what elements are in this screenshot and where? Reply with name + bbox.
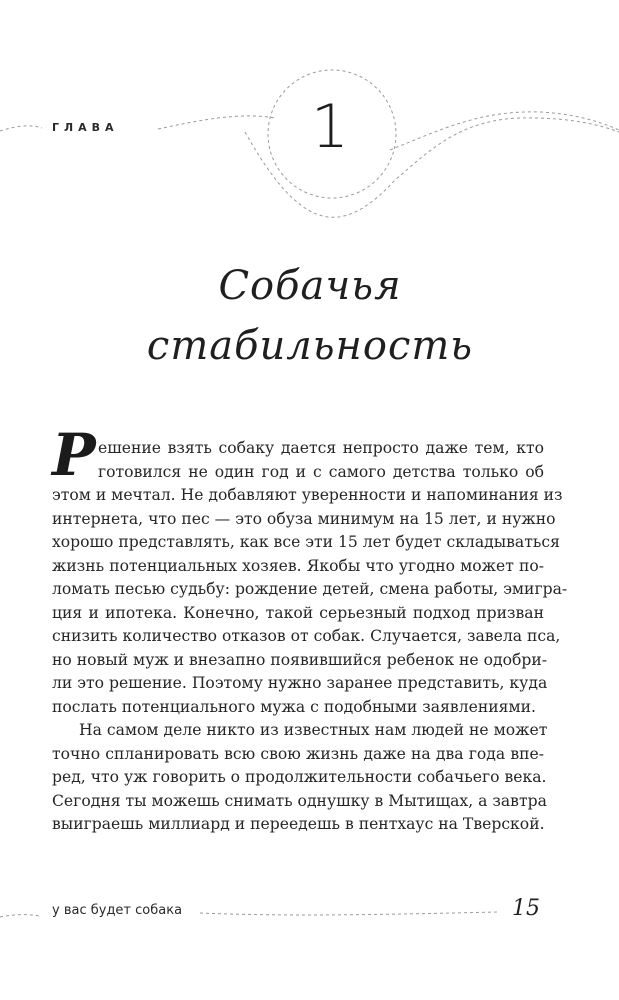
dashed-wave-middle [158,116,275,129]
footer-dashed-left [0,915,40,917]
text-line: интернета, что пес — это обуза минимум на 15 лет, и нужно [52,509,556,528]
page-number: 15 [512,896,540,921]
text-line: жизнь потенциальных хозяев. Якобы что угодно может по- [52,556,544,575]
text-line: На самом деле никто из известных нам людей не может [79,721,548,739]
chapter-number: 1 [310,92,350,162]
drop-cap-letter: Р [52,421,96,489]
text-line: ешение взять собаку дается непросто даже тем, кто [98,439,544,457]
running-footer-title: у вас будет собака [52,903,183,918]
chapter-title-line-2: стабильность [146,323,474,369]
text-line: выиграешь миллиард и переедешь в пентхаус на Тверской. [52,815,545,833]
footer-dashed-middle [200,912,500,915]
text-line: Сегодня ты можешь снимать однушку в Мытищах, а завтра [52,791,547,810]
text-line: ломать песью судьбу: рождение детей, смена работы, эмигра- [52,580,568,598]
text-line: ли это решение. Поэтому нужно заранее представить, куда [52,674,548,692]
chapter-title-line-1: Собачья [218,263,402,309]
text-line: снизить количество отказов от собак. Случается, завела пса, [52,627,561,645]
chapter-label: ГЛАВА [52,121,119,134]
text-line: точно спланировать всю свою жизнь даже на два года впе- [52,744,544,763]
text-line: ред, что уж говорить о продолжительности собачьего века. [52,768,547,786]
text-line: этом и мечтал. Не добавляют уверенности и напоминания из [52,486,563,504]
text-line: готовился не один год и с самого детства только об [98,462,544,481]
text-line: ция и ипотека. Конечно, такой серьезный подход призван [52,603,544,622]
text-line: послать потенциального мужа с подобными заявлениями. [52,697,536,716]
chapter-title [40,256,580,376]
body-text [52,437,568,837]
text-line: но новый муж и внезапно появившийся ребенок не одобри- [52,650,548,669]
dashed-wave-right [390,112,619,150]
text-line: хорошо представлять, как все эти 15 лет будет складываться [52,533,560,551]
dashed-wave-left [0,126,42,131]
